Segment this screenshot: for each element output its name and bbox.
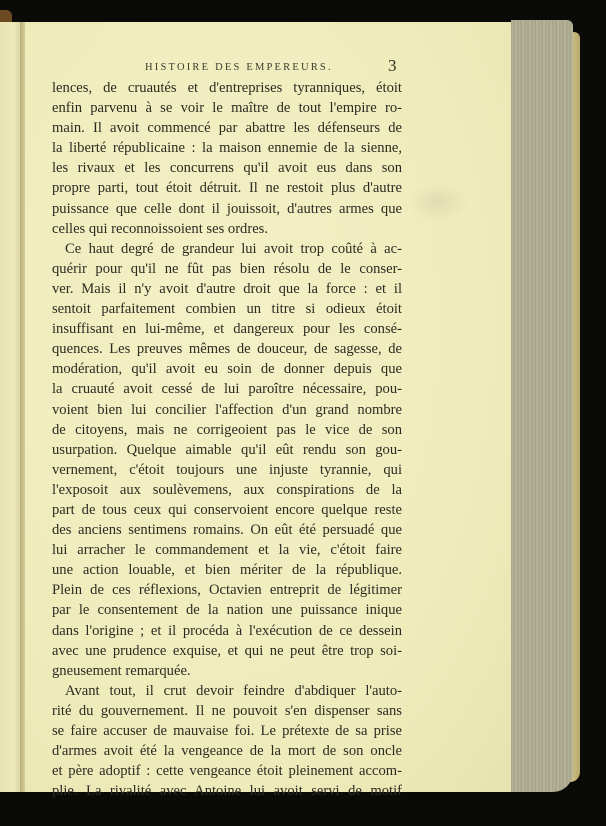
text-line: main. Il avoit commencé par abattre les défenseurs de — [52, 120, 402, 137]
text-line: les rivaux et les concurrens qu'il avoit eus dans son — [52, 160, 402, 177]
text-line: la liberté républicaine : la maison ennemie de la sienne, — [52, 140, 402, 157]
paragraph — [52, 681, 402, 802]
page-number: 3 — [388, 56, 397, 75]
text-line: de citoyens, mais ne corrigeoient pas le vice de son — [52, 421, 402, 438]
text-line: avec une prudence exquise, et qui ne peut être trop soi- — [52, 642, 402, 659]
paragraph — [52, 78, 402, 239]
text-line: Ce haut degré de grandeur lui avoit trop coûté à ac- — [65, 240, 402, 257]
body-text — [52, 78, 402, 801]
text-line: vernement, c'étoit toujours une injuste tyrannie, qui — [52, 461, 402, 478]
text-line: gneusement remarquée. — [52, 662, 191, 679]
text-line: quences. Les preuves mêmes de douceur, de sagesse, de — [52, 341, 402, 358]
text-line: quérir pour qu'il ne fût pas bien résolu de le conser- — [52, 260, 402, 277]
text-line: insuffisant en lui-même, et dangereux pour les consé- — [52, 321, 402, 338]
page-block-edges — [511, 20, 573, 792]
text-line: propre parti, tout étoit détruit. Il ne restoit plus d'autre — [52, 180, 402, 197]
text-line: dans l'origine ; et il procéda à l'exécution de ce dessein — [52, 622, 402, 639]
text-line: d'armes avoit été la vengeance de la mort de son oncle — [52, 743, 402, 760]
left-page-edge — [0, 22, 22, 792]
text-line: usurpation. Quelque aimable qu'il eût rendu son gou- — [52, 441, 402, 458]
text-line: lences, de cruautés et d'entreprises tyranniques, étoit — [52, 80, 402, 96]
text-line: rité du gouvernement. Il ne pouvoit s'en dispenser sans — [52, 702, 402, 719]
text-line: et père adoptif : cette vengeance étoit pleinement accom- — [52, 763, 402, 780]
text-line: Plein de ces réflexions, Octavien entreprit de légitimer — [52, 582, 402, 599]
show-through-bleed — [408, 182, 468, 222]
text-line: Avant tout, il crut devoir feindre d'abdiquer l'auto- — [65, 682, 402, 699]
paragraph — [52, 239, 402, 681]
text-line: des anciens sentimens romains. On eût été persuadé que — [52, 522, 402, 539]
text-line: puissance que celle dont il jouissoit, d'autres armes que — [52, 200, 402, 217]
text-line: par le consentement de la nation une puissance inique — [52, 602, 402, 619]
text-line: l'exposoit aux soulèvemens, aux conspirations de la — [52, 481, 402, 498]
text-line: voient bien lui concilier l'affection d'un grand nombre — [52, 401, 402, 418]
text-line: modération, qu'il avoit eu soin de donner depuis que — [52, 361, 402, 378]
text-line: enfin parvenu à se voir le maître de tout l'empire ro- — [52, 100, 402, 117]
running-head: HISTOIRE DES EMPEREURS. — [145, 62, 333, 73]
text-line: celles qui reconnoissoient ses ordres. — [52, 220, 269, 237]
text-line: la cruauté avoit cessé de lui paroître nécessaire, pou- — [52, 381, 402, 398]
text-line: lui arracher le commandement et la vie, c'étoit faire — [52, 542, 402, 559]
text-line: plie. La rivalité avec Antoine lui avoit servi de motif — [52, 783, 402, 800]
text-line: se faire accuser de mauvaise foi. Le prétexte de sa prise — [52, 723, 402, 739]
text-line: ver. Mais il n'y avoit d'autre droit que la force : et il — [52, 280, 402, 297]
text-line: une action louable, et bien mériter de la république. — [52, 562, 402, 579]
text-line: part de tous ceux qui conservoient encore quelque reste — [52, 501, 402, 518]
text-line: sentoit parfaitement combien un titre si odieux étoit — [52, 301, 402, 318]
